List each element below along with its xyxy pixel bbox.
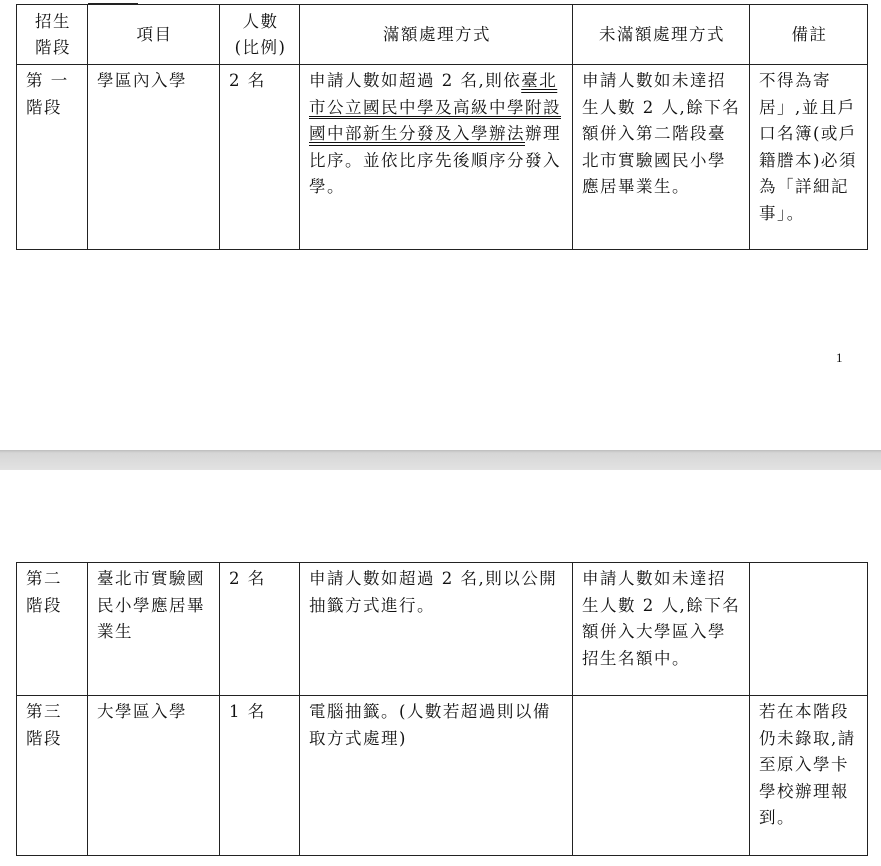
- admission-table-part-2: [16, 562, 868, 856]
- page-separator: [0, 450, 881, 470]
- regulation-link[interactable]: 臺北市公立國民中學及高級中學附設國中部新生分發及入學辦法: [309, 71, 561, 143]
- cell-count: 2 名: [220, 563, 300, 696]
- table-header-row: [17, 5, 868, 65]
- cell-not-full-handling: [573, 696, 750, 856]
- cell-not-full-handling: 申請人數如未達招生人數 2 人,餘下名額併入第二階段臺北市實驗國民小學應居畢業生。: [573, 65, 750, 250]
- header-not-full-handling: 未滿額處理方式: [573, 5, 750, 65]
- header-stage: 招生 階段: [17, 5, 88, 65]
- cell-count: 1 名: [220, 696, 300, 856]
- admission-table-part-1: [16, 4, 868, 250]
- full-handling-text: 申請人數如超過 2 名,則依: [309, 71, 522, 90]
- cell-full-handling: [300, 65, 573, 250]
- header-item: 項目: [88, 5, 220, 65]
- cell-stage: 第三 階段: [17, 696, 88, 856]
- cell-notes: [750, 563, 868, 696]
- header-notes: 備註: [750, 5, 868, 65]
- cell-item: 臺北市實驗國民小學應居畢業生: [88, 563, 220, 696]
- cell-count: 2 名: [220, 65, 300, 250]
- cell-full-handling: 電腦抽籤。(人數若超過則以備取方式處理): [300, 696, 573, 856]
- cell-notes: 不得為寄居」,並且戶口名簿(或戶籍謄本)必須為「詳細記事」。: [750, 65, 868, 250]
- cell-stage: 第二 階段: [17, 563, 88, 696]
- page-number: 1: [836, 350, 843, 365]
- cell-notes: 若在本階段仍未錄取,請至原入學卡學校辦理報到。: [750, 696, 868, 856]
- cell-stage: 第 一 階段: [17, 65, 88, 250]
- header-count: 人數 (比例): [220, 5, 300, 65]
- header-full-handling: 滿額處理方式: [300, 5, 573, 65]
- full-handling-text-end: 辦理比序。並依比序先後順序分發入學。: [309, 124, 561, 196]
- cell-item: 學區內入學: [88, 65, 220, 250]
- table-row-stage-3: [17, 696, 868, 856]
- cell-full-handling: 申請人數如超過 2 名,則以公開抽籤方式進行。: [300, 563, 573, 696]
- table-row-stage-2: [17, 563, 868, 696]
- cell-not-full-handling: 申請人數如未達招生人數 2 人,餘下名額併入大學區入學招生名額中。: [573, 563, 750, 696]
- cell-item: 大學區入學: [88, 696, 220, 856]
- table-row-stage-1: [17, 65, 868, 250]
